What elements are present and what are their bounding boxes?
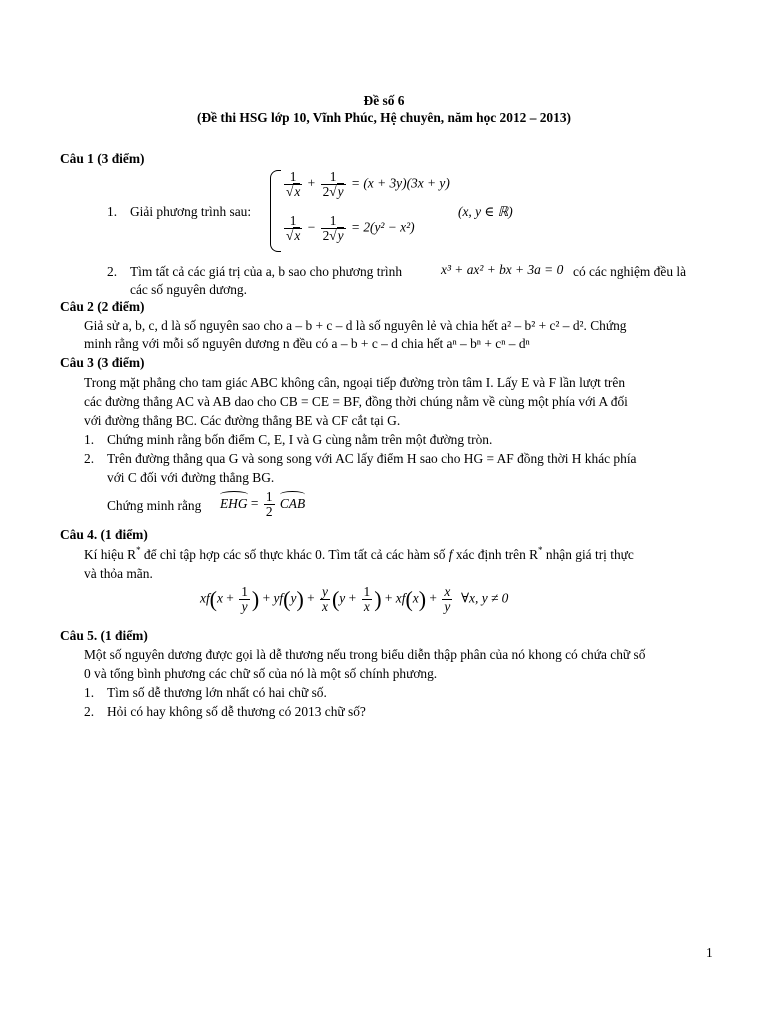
q5-part1-text: Tìm số dễ thương lớn nhất có hai chữ số.: [107, 685, 327, 700]
q3-line-3: với đường thẳng BC. Các đường thẳng BE và CF cắt tại G.: [84, 413, 401, 428]
document-subtitle: (Đề thi HSG lớp 10, Vĩnh Phúc, Hệ chuyên, năm học 2012 – 2013): [197, 110, 571, 125]
system-equation-1: $\frac{1}{√x}$ + $\frac{1}{2√y}$ = (x + 3y)(3x + y): [286, 169, 450, 199]
q3-part2-text-b: với C đối với đường thẳng BG.: [107, 470, 275, 485]
page-number: 1: [706, 945, 713, 960]
q3-part2-number: 2.: [84, 451, 95, 466]
q3-part2-text-a: Trên đường thẳng qua G và song song với AC lấy điểm H sao cho HG = AF đồng thời H khác phía: [107, 451, 637, 466]
q5-part1-number: 1.: [84, 685, 95, 700]
q3-heading: Câu 3 (3 điểm): [60, 355, 145, 370]
q5-part2-number: 2.: [84, 704, 95, 719]
q3-part1-text: Chứng minh rằng bốn điểm C, E, I và G cùng nằm trên một đường tròn.: [107, 432, 493, 447]
angle-ehg: EHG: [220, 495, 248, 511]
q2-line-2: minh rằng với mỗi số nguyên dương n đều có a – b + c – d chia hết aⁿ – bⁿ + cⁿ – dⁿ: [84, 336, 530, 351]
q1-part2-text-a: Tìm tất cả các giá trị của a, b sao cho phương trình: [130, 264, 403, 279]
q2-line-1: Giả sử a, b, c, d là số nguyên sao cho a – b + c – d là số nguyên lẻ và chia hết a² – b² + c² – d². Chứng: [84, 318, 627, 333]
q5-line-2: 0 và tổng bình phương các chữ số của nó là một số chính phương.: [84, 666, 438, 681]
q1-part2-equation: x³ + ax² + bx + 3a = 0: [441, 262, 564, 277]
q3-part1-number: 1.: [84, 432, 95, 447]
q3-line-2: các đường thẳng AC và AB dao cho CB = CE = BF, đồng thời chúng nằm về cùng một phía với A đối: [84, 394, 628, 409]
q1-part1-text: Giải phương trình sau:: [130, 204, 252, 219]
q5-line-1: Một số nguyên dương được gọi là dễ thương nếu trong biểu diễn thập phân của nó khong có chứa chữ số: [84, 647, 646, 662]
q1-part2-number: 2.: [107, 264, 118, 279]
q1-part2-text-c: các số nguyên dương.: [130, 282, 247, 297]
q4-line-1: Kí hiệu R* để chỉ tập hợp các số thực khác 0. Tìm tất cả các hàm số f xác định trên R* nhận giá trị thực: [84, 544, 634, 562]
q4-line-2: và thỏa mãn.: [84, 566, 153, 581]
q3-line-1: Trong mặt phẳng cho tam giác ABC không cân, ngoại tiếp đường tròn tâm I. Lấy E và F lần lượt trên: [84, 375, 626, 390]
angle-equation: EHG = $\frac{1}{2}$ CAB: [220, 489, 306, 519]
system-brace: [270, 170, 281, 252]
q3-prove-text: Chứng minh rằng: [107, 498, 202, 513]
q4-heading: Câu 4. (1 điểm): [60, 527, 148, 542]
equation-domain: (x, y ∈ ℝ): [458, 204, 513, 219]
equation-2-rhs: = 2(y² − x²): [350, 219, 415, 235]
q5-part2-text: Hỏi có hay không số dễ thương có 2013 chữ số?: [107, 704, 366, 719]
q1-part1-number: 1.: [107, 204, 118, 219]
forall-condition: ∀x, y ≠ 0: [460, 590, 509, 606]
functional-equation: xf(x + $\frac{1}{y}$ ) + yf(y) + $\frac{y}{x}$ (y + $\frac{1}{x}$ ) + xf(x) + $\frac{x}{y}$ ∀x, y ≠ 0: [200, 584, 509, 614]
q5-heading: Câu 5. (1 điểm): [60, 628, 148, 643]
system-equation-2: $\frac{1}{√x}$ − $\frac{1}{2√y}$ = 2(y² − x²): [286, 213, 415, 243]
equation-1-rhs: = (x + 3y)(3x + y): [350, 175, 450, 191]
document-title: Đề số 6: [363, 93, 405, 108]
q1-part2-text-b: có các nghiệm đều là: [573, 264, 687, 279]
angle-cab: CAB: [279, 495, 306, 511]
q1-heading: Câu 1 (3 điểm): [60, 151, 145, 166]
q2-heading: Câu 2 (2 điểm): [60, 299, 145, 314]
